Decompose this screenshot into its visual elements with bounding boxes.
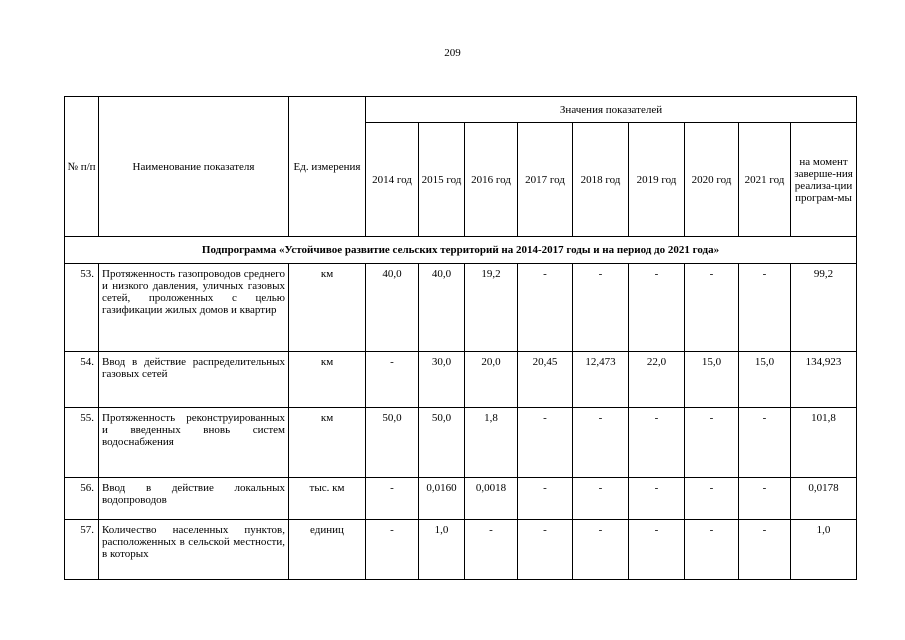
row-value: 1,0 [419, 520, 465, 580]
row-value: 22,0 [629, 352, 685, 408]
table-row [65, 520, 857, 580]
row-value: 12,473 [573, 352, 629, 408]
header-year: 2021 год [739, 123, 791, 237]
row-value: 0,0018 [465, 478, 518, 520]
row-value: - [518, 478, 573, 520]
row-value: 50,0 [366, 408, 419, 478]
row-value: 0,0160 [419, 478, 465, 520]
row-num: 56. [65, 478, 99, 520]
row-value: 50,0 [419, 408, 465, 478]
header-year: 2018 год [573, 123, 629, 237]
row-value: - [465, 520, 518, 580]
row-value: - [685, 408, 739, 478]
row-value: - [366, 352, 419, 408]
row-value: - [685, 264, 739, 352]
row-total: 134,923 [791, 352, 857, 408]
row-total: 101,8 [791, 408, 857, 478]
subprogram-title: Подпрограмма «Устойчивое развитие сельских территорий на 2014-2017 годы и на период до 2021 года» [65, 237, 857, 264]
header-num: № п/п [65, 97, 99, 237]
row-name: Ввод в действие локальных водопроводов [99, 478, 289, 520]
row-value: - [739, 408, 791, 478]
row-total: 0,0178 [791, 478, 857, 520]
header-year: 2020 год [685, 123, 739, 237]
row-value: - [366, 478, 419, 520]
row-value: - [518, 520, 573, 580]
row-value: - [685, 478, 739, 520]
header-total: на момент заверше-ния реализа-ции програм-мы [791, 123, 857, 237]
row-value: 15,0 [739, 352, 791, 408]
row-total: 1,0 [791, 520, 857, 580]
row-value: - [573, 478, 629, 520]
row-name: Протяженность газопроводов среднего и низкого давления, уличных газовых сетей, проложенных с целью газификации жилых домов и квартир [99, 264, 289, 352]
header-year: 2014 год [366, 123, 419, 237]
row-num: 54. [65, 352, 99, 408]
row-value: 15,0 [685, 352, 739, 408]
header-year: 2017 год [518, 123, 573, 237]
row-name: Протяженность реконструированных и введенных вновь систем водоснабжения [99, 408, 289, 478]
row-value: 20,45 [518, 352, 573, 408]
row-unit: единиц [289, 520, 366, 580]
row-value: 19,2 [465, 264, 518, 352]
row-value: - [573, 408, 629, 478]
row-unit: тыс. км [289, 478, 366, 520]
indicators-table [64, 96, 857, 580]
row-num: 53. [65, 264, 99, 352]
row-value: - [629, 408, 685, 478]
page-number: 209 [444, 47, 461, 59]
header-year: 2016 год [465, 123, 518, 237]
row-value: - [573, 264, 629, 352]
row-value: 40,0 [419, 264, 465, 352]
row-value: - [366, 520, 419, 580]
header-unit: Ед. измерения [289, 97, 366, 237]
row-num: 57. [65, 520, 99, 580]
table-row [65, 408, 857, 478]
row-value: - [573, 520, 629, 580]
header-group: Значения показателей [366, 97, 857, 123]
row-value: - [739, 520, 791, 580]
row-value: - [629, 478, 685, 520]
row-value: - [685, 520, 739, 580]
table-row [65, 352, 857, 408]
row-value: - [629, 264, 685, 352]
row-name: Ввод в действие распределительных газовых сетей [99, 352, 289, 408]
table-row [65, 478, 857, 520]
row-unit: км [289, 408, 366, 478]
row-value: - [629, 520, 685, 580]
row-total: 99,2 [791, 264, 857, 352]
header-year: 2015 год [419, 123, 465, 237]
row-value: 30,0 [419, 352, 465, 408]
table-row [65, 264, 857, 352]
row-unit: км [289, 264, 366, 352]
header-year: 2019 год [629, 123, 685, 237]
row-value: - [518, 264, 573, 352]
row-name: Количество населенных пунктов, расположенных в сельской местности, в которых [99, 520, 289, 580]
row-value: 20,0 [465, 352, 518, 408]
row-value: 40,0 [366, 264, 419, 352]
header-name: Наименование показателя [99, 97, 289, 237]
row-value: - [739, 478, 791, 520]
row-value: 1,8 [465, 408, 518, 478]
row-value: - [518, 408, 573, 478]
row-unit: км [289, 352, 366, 408]
row-value: - [739, 264, 791, 352]
row-num: 55. [65, 408, 99, 478]
